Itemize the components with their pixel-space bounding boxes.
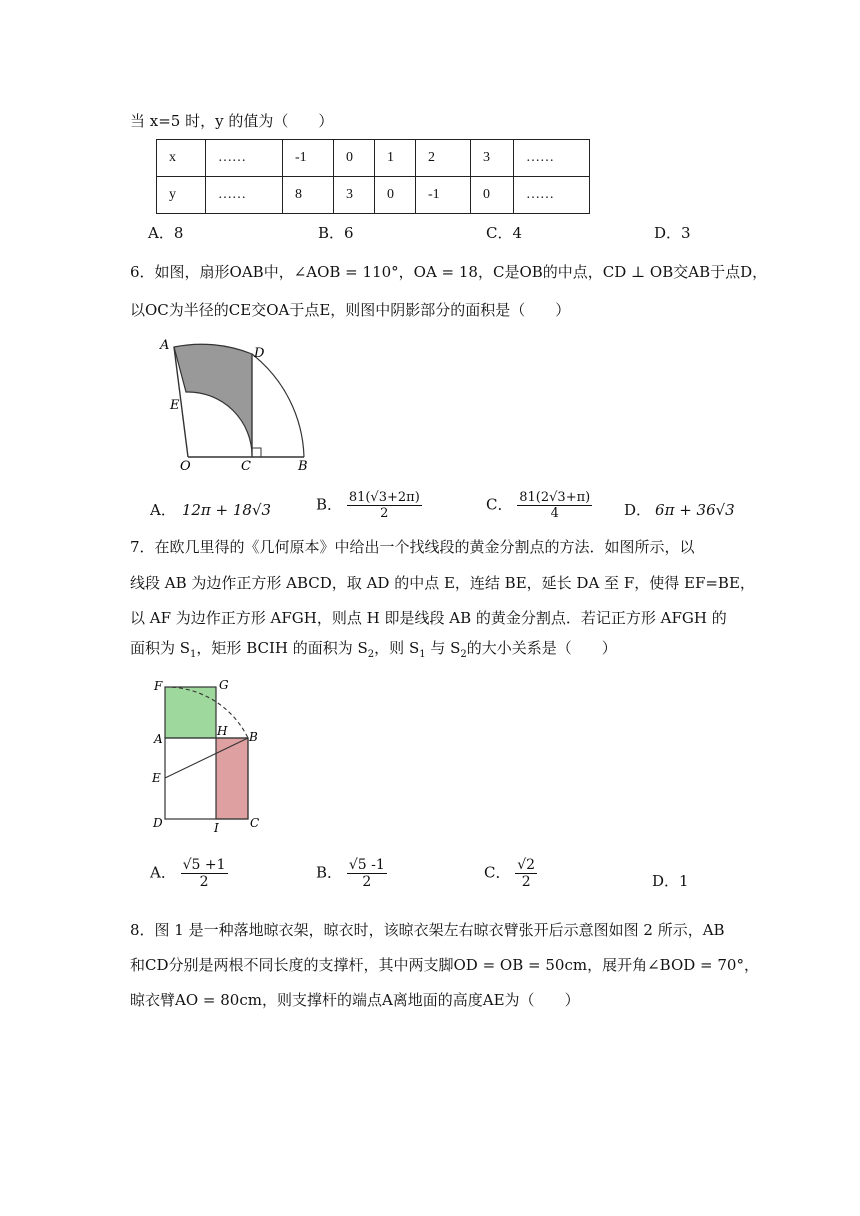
q7-option-b bbox=[316, 857, 387, 890]
table-row bbox=[157, 177, 590, 214]
q6-sector-figure bbox=[158, 335, 328, 475]
table-cell: …… bbox=[514, 177, 590, 214]
q5-value-table bbox=[156, 139, 590, 214]
table-cell: 1 bbox=[375, 140, 416, 177]
numerator: √5 +1 bbox=[182, 857, 226, 873]
table-cell: -1 bbox=[416, 177, 471, 214]
label-c: C bbox=[241, 459, 251, 474]
q5-option-a: A．8 bbox=[148, 224, 184, 242]
fraction bbox=[517, 490, 592, 521]
sector-arc bbox=[252, 354, 304, 457]
numerator: √5 -1 bbox=[348, 857, 385, 873]
label-a: A bbox=[154, 732, 163, 746]
label-e: E bbox=[152, 771, 161, 785]
numerator: √2 bbox=[517, 857, 536, 873]
right-angle-mark bbox=[252, 448, 261, 457]
subscript: 2 bbox=[460, 649, 467, 660]
option-value: 6π + 36√3 bbox=[655, 501, 735, 519]
denominator: 2 bbox=[521, 874, 531, 890]
table-cell: -1 bbox=[283, 140, 334, 177]
table-cell: 0 bbox=[471, 177, 514, 214]
text-segment: 的大小关系是（ ） bbox=[466, 639, 617, 657]
q8-stem-line3: 晾衣臂AO = 80cm，则支撑杆的端点A离地面的高度AE为（ ） bbox=[130, 991, 580, 1009]
table-cell: …… bbox=[206, 177, 283, 214]
q6-option-c bbox=[486, 490, 592, 521]
q7-stem-line4 bbox=[130, 638, 617, 665]
subscript: 1 bbox=[190, 649, 197, 660]
numerator: 81(2√3+π) bbox=[519, 490, 591, 505]
option-label: C． bbox=[486, 495, 513, 514]
subscript: 1 bbox=[419, 649, 426, 660]
label-a: A bbox=[160, 338, 170, 353]
table-row bbox=[157, 140, 590, 177]
denominator: 2 bbox=[362, 874, 372, 890]
label-d: D bbox=[254, 346, 265, 361]
table-cell: 0 bbox=[334, 140, 375, 177]
table-cell: y bbox=[157, 177, 206, 214]
q7-option-d: D．1 bbox=[652, 872, 689, 890]
denominator: 4 bbox=[550, 506, 559, 521]
label-h: H bbox=[217, 724, 228, 738]
option-label: A． bbox=[150, 501, 176, 519]
q5-option-d: D．3 bbox=[654, 224, 691, 242]
q7-option-a bbox=[150, 857, 228, 890]
label-c: C bbox=[250, 816, 260, 830]
text-segment: ，矩形 BCIH 的面积为 S bbox=[196, 639, 368, 657]
q7-stem-line2: 线段 AB 为边作正方形 ABCD，取 AD 的中点 E，连结 BE，延长 DA 至 F，使得 EF=BE， bbox=[130, 574, 755, 592]
table-cell: 3 bbox=[471, 140, 514, 177]
table-cell: 8 bbox=[283, 177, 334, 214]
text-segment: ，则 S bbox=[374, 639, 420, 657]
table-cell: …… bbox=[206, 140, 283, 177]
q7-stem-line1: 7．在欧几里得的《几何原本》中给出一个找线段的黄金分割点的方法．如图所示，以 bbox=[130, 538, 695, 556]
text-segment: 与 S bbox=[425, 639, 461, 657]
rect-bcih bbox=[216, 738, 248, 819]
q6-stem-line1: 6．如图，扇形OAB中，∠AOB = 110°，OA = 18，C是OB的中点，CD ⊥ OB交AB于点D， bbox=[130, 263, 768, 281]
fraction bbox=[347, 490, 422, 521]
label-d: D bbox=[153, 816, 163, 830]
label-e: E bbox=[170, 398, 180, 413]
table-cell: 0 bbox=[375, 177, 416, 214]
option-label: B． bbox=[316, 495, 343, 514]
q5-stem: 当 x=5 时，y 的值为（ ） bbox=[130, 112, 334, 130]
fraction bbox=[181, 857, 228, 890]
denominator: 2 bbox=[380, 506, 389, 521]
q7-stem-line3: 以 AF 为边作正方形 AFGH，则点 H 即是线段 AB 的黄金分割点．若记正方形 AFGH 的 bbox=[130, 609, 727, 627]
text-segment: 面积为 S bbox=[130, 639, 191, 657]
numerator: 81(√3+2π) bbox=[348, 490, 420, 505]
q6-option-a bbox=[150, 499, 271, 520]
q5-option-b: B．6 bbox=[318, 224, 354, 242]
q7-golden-ratio-figure bbox=[146, 675, 271, 835]
q7-option-c bbox=[484, 857, 537, 890]
fraction bbox=[347, 857, 387, 890]
option-value: 12π + 18√3 bbox=[181, 501, 272, 519]
label-o: O bbox=[180, 459, 191, 474]
table-cell: 3 bbox=[334, 177, 375, 214]
fraction bbox=[515, 857, 537, 890]
q8-stem-line2: 和CD分别是两根不同长度的支撑杆，其中两支脚OD = OB = 50cm，展开角∠BOD = 70°， bbox=[130, 956, 759, 974]
label-f: F bbox=[154, 679, 163, 693]
option-label: C． bbox=[484, 863, 511, 882]
option-label: B． bbox=[316, 863, 343, 882]
q6-option-d bbox=[624, 499, 735, 520]
option-label: A． bbox=[150, 863, 176, 882]
table-cell: …… bbox=[514, 140, 590, 177]
label-g: G bbox=[219, 678, 229, 692]
option-label: D． bbox=[624, 501, 652, 519]
label-i: I bbox=[214, 821, 219, 835]
table-cell: 2 bbox=[416, 140, 471, 177]
q6-stem-line2: 以OC为半径的CE交OA于点E，则图中阴影部分的面积是（ ） bbox=[130, 301, 571, 319]
denominator: 2 bbox=[199, 874, 209, 890]
q6-option-b bbox=[316, 490, 422, 521]
q8-stem-line1: 8．图 1 是一种落地晾衣架，晾衣时，该晾衣架左右晾衣臂张开后示意图如图 2 所示，AB bbox=[130, 921, 725, 939]
square-afgh bbox=[165, 687, 216, 738]
subscript: 2 bbox=[367, 649, 375, 660]
label-b: B bbox=[249, 730, 258, 744]
label-b: B bbox=[298, 459, 308, 474]
table-cell: x bbox=[157, 140, 206, 177]
q5-option-c: C．4 bbox=[486, 224, 523, 242]
